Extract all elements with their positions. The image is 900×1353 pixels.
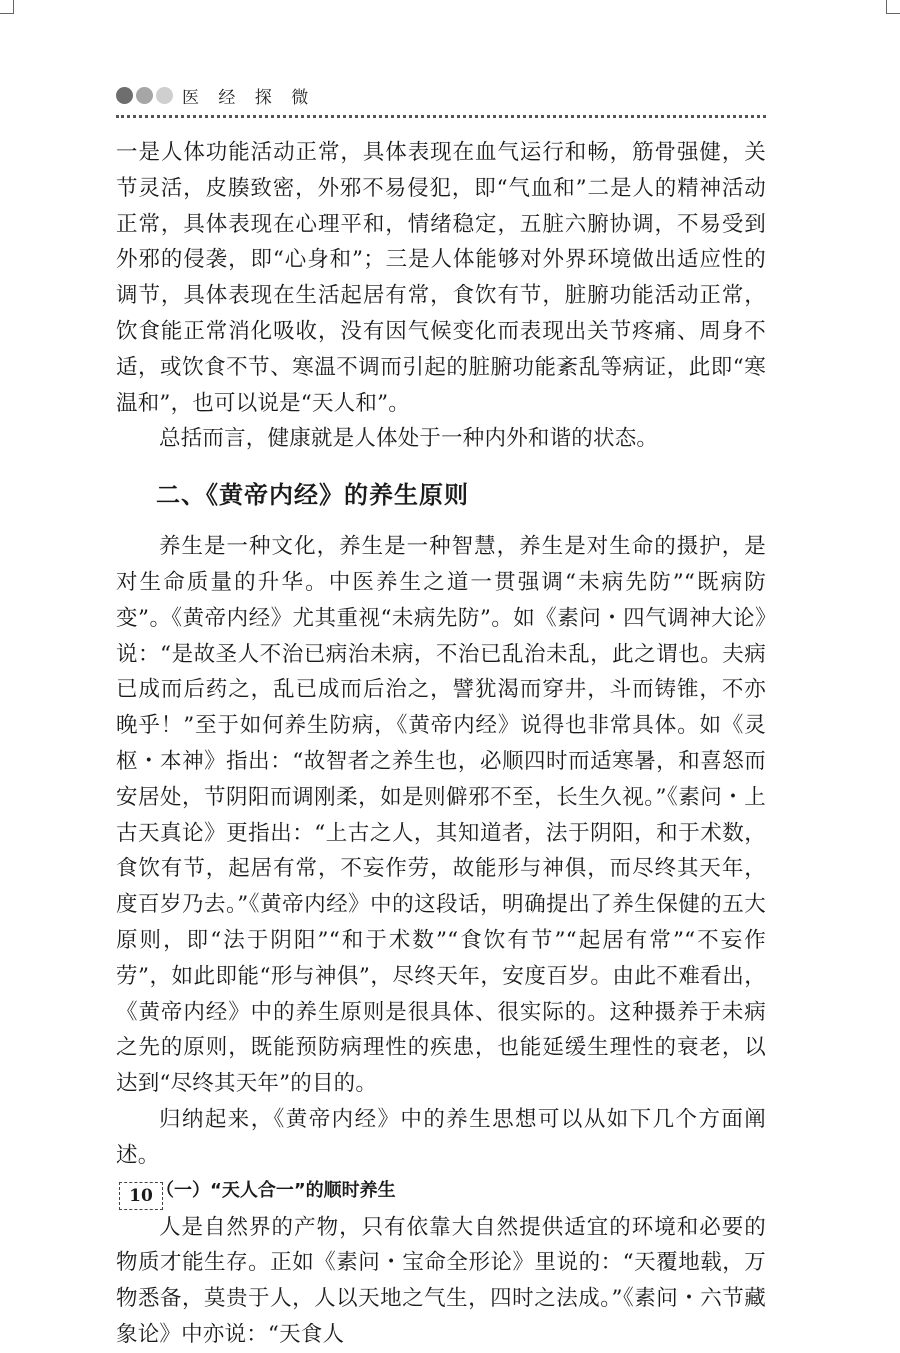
section-heading: 二、《黄帝内经》的养生原则 [156, 481, 469, 510]
page-body [116, 135, 766, 1353]
paragraph-summary-aspects: 归纳起来，《黄帝内经》中的养生思想可以从如下几个方面阐述。 [116, 1106, 766, 1168]
paragraph-intro-continued: 一是人体功能活动正常，具体表现在血气运行和畅，筋骨强健，关节灵活，皮腠致密，外邪不易侵犯，即“气血和”二是人的精神活动正常，具体表现在心理平和，情绪稳定，五脏六腑协调，不易受到外邪的侵袭，即“心身和”；三是人体能够对外界环境做出适应性的调节，具体表现在生活起居有常，食饮有节，脏腑功能活动正常，饮食能正常消化吸收，没有因气候变化而表现出关节疼痛、周身不适，或饮食不节、寒温不调而引起的脏腑功能紊乱等病证，此即“寒温和”，也可以说是“天人和”。 [116, 140, 766, 416]
header-dot-dark-icon [116, 87, 133, 104]
header-dot-medium-icon [136, 87, 153, 104]
paragraph-health-summary: 总括而言，健康就是人体处于一种内外和谐的状态。 [159, 426, 659, 452]
crop-mark-top-right [886, 0, 900, 14]
header-dotted-rule [116, 115, 766, 118]
sub-heading: （一）“天人合一”的顺时养生 [156, 1179, 396, 1201]
header-title: 医 经 探 微 [182, 87, 316, 108]
header-dot-light-icon [156, 87, 173, 104]
crop-mark-top-left [0, 0, 14, 14]
paragraph-nature-harmony: 人是自然界的产物，只有依靠大自然提供适宜的环境和必要的物质才能生存。正如《素问・宝命全形论》里说的：“天覆地载，万物悉备，莫贵于人，人以天地之气生，四时之法成。”《素问・六节藏象论》中亦说：“天食人 [116, 1214, 766, 1347]
running-header [116, 82, 315, 108]
page-number: 10 [119, 1182, 163, 1210]
paragraph-health-principles: 养生是一种文化，养生是一种智慧，养生是对生命的摄护，是对生命质量的升华。中医养生之道一贯强调“未病先防”“既病防变”。《黄帝内经》尤其重视“未病先防”。如《素问・四气调神大论》说：“是故圣人不治已病治未病，不治已乱治未乱，此之谓也。夫病已成而后药之，乱已成而后治之，譬犹渴而穿井，斗而铸锥，不亦晚乎！”至于如何养生防病，《黄帝内经》说得也非常具体。如《灵枢・本神》指出：“故智者之养生也，必顺四时而适寒暑，和喜怒而安居处，节阴阳而调刚柔，如是则僻邪不至，长生久视。”《素问・上古天真论》更指出：“上古之人，其知道者，法于阴阳，和于术数，食饮有节，起居有常，不妄作劳，故能形与神俱，而尽终其天年，度百岁乃去。”《黄帝内经》中的这段话，明确提出了养生保健的五大原则，即“法于阴阳”“和于术数”“食饮有节”“起居有常”“不妄作劳”，如此即能“形与神俱”，尽终天年，安度百岁。由此不难看出，《黄帝内经》中的养生原则是很具体、很实际的。这种摄养于未病之先的原则，既能预防病理性的疾患，也能延缓生理性的衰老，以达到“尽终其天年”的目的。 [116, 534, 766, 1097]
